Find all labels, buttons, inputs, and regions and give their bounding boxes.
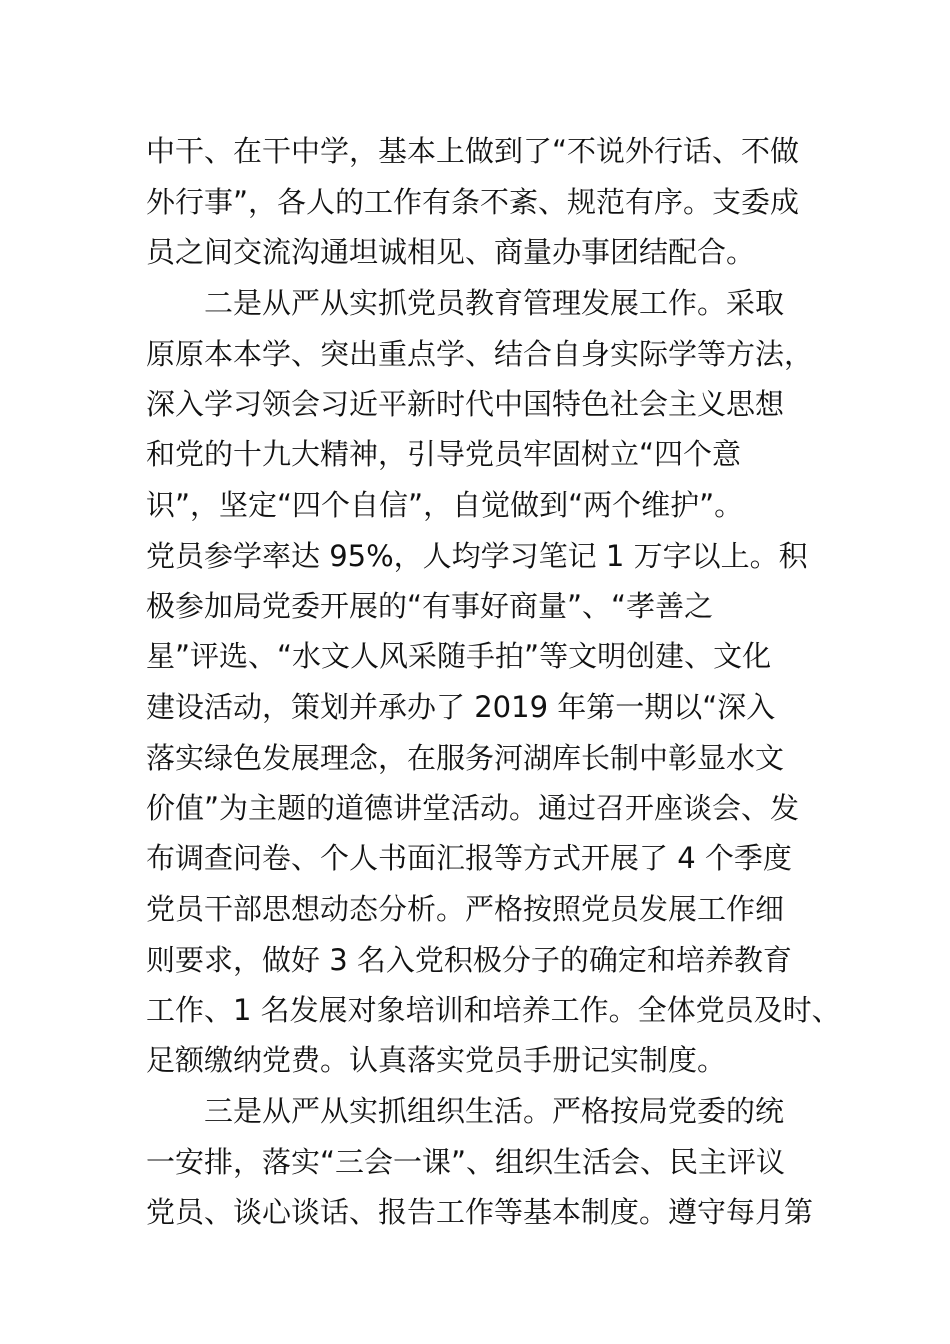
text-line: 深入学习领会习近平新时代中国特色社会主义思想: [146, 387, 785, 421]
text-line: 足额缴纳党费。认真落实党员手册记实制度。: [146, 1043, 727, 1077]
text-line: 星”评选、“水文人风采随手拍”等文明创建、文化: [146, 639, 772, 673]
text-line: 识”，坚定“四个自信”，自觉做到“两个维护”。: [146, 488, 744, 522]
text-line: 外行事”，各人的工作有条不紊、规范有序。支委成: [146, 185, 800, 219]
text-line: 价值”为主题的道德讲堂活动。通过召开座谈会、发: [146, 791, 800, 825]
text-line: 员之间交流沟通坦诚相见、商量办事团结配合。: [146, 235, 756, 269]
text-line: 极参加局党委开展的“有事好商量”、“孝善之: [146, 589, 714, 623]
text-line: 原原本本学、突出重点学、结合自身实际学等方法，: [146, 337, 814, 371]
text-line: 建设活动，策划并承办了 2019 年第一期以“深入: [146, 690, 776, 724]
text-line: 落实绿色发展理念，在服务河湖库长制中彰显水文: [146, 741, 785, 775]
paragraph-start-line: 三是从严从实抓组织生活。严格按局党委的统: [204, 1094, 785, 1128]
paragraph-start-line: 二是从严从实抓党员教育管理发展工作。采取: [204, 286, 785, 320]
text-line: 一安排，落实“三会一课”、组织生活会、民主评议: [146, 1145, 786, 1179]
text-line: 党员干部思想动态分析。严格按照党员发展工作细: [146, 892, 785, 926]
text-line: 和党的十九大精神，引导党员牢固树立“四个意: [146, 437, 742, 471]
text-line: 则要求，做好 3 名入党积极分子的确定和培养教育: [146, 943, 792, 977]
text-line: 布调查问卷、个人书面汇报等方式开展了 4 个季度: [146, 841, 792, 875]
text-line: 党员参学率达 95%，人均学习笔记 1 万字以上。积: [146, 539, 808, 573]
text-line: 党员、谈心谈话、报告工作等基本制度。遵守每月第: [146, 1195, 814, 1229]
text-line: 中干、在干中学，基本上做到了“不说外行话、不做: [146, 134, 800, 168]
text-line: 工作、1 名发展对象培训和培养工作。全体党员及时、: [146, 993, 841, 1027]
